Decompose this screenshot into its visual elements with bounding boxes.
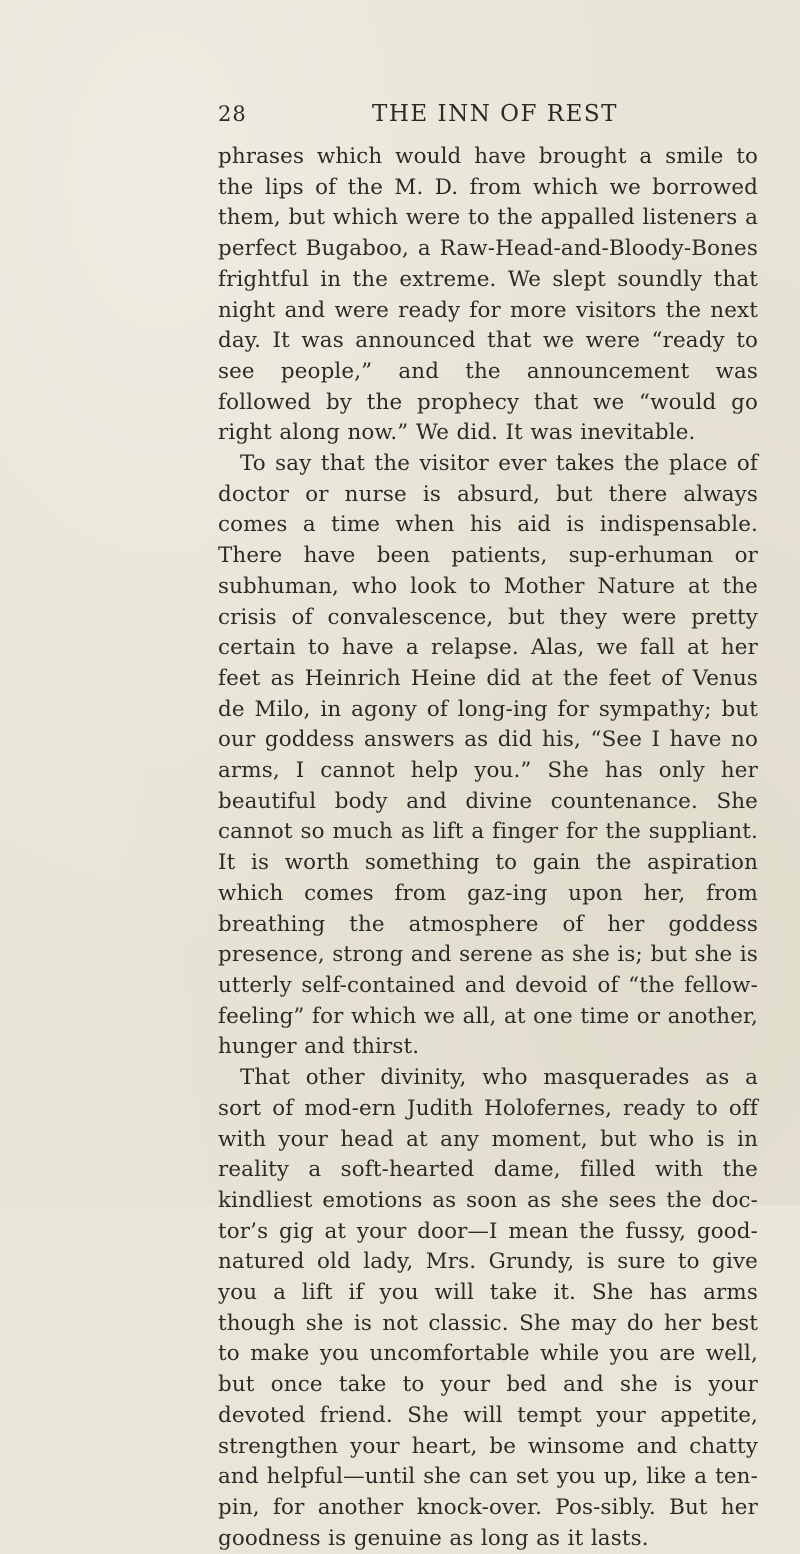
running-title: THE INN OF REST [372,101,618,127]
page-number: 28 [218,102,247,126]
paragraph-2: To say that the visitor ever takes the place of doctor or nurse is absurd, but there always comes a time when his aid is indispensable. There have been patients, sup-erhuman or subhuman, who look to Mother Nature at the crisis of convalescence, but they were pretty certain to have a relapse. Alas, we fall at her feet as Heinrich Heine did at the feet of Venus de Milo, in agony of long-ing for sympathy; but our goddess answers as did his, “See I have no arms, I cannot help you.” She has only her beautiful body and divine countenance. She cannot so much as lift a finger for the suppliant. It is worth something to gain the aspiration which comes from gaz-ing upon her, from breathing the atmosphere of her goddess presence, strong and serene as she is; but she is utterly self-contained and devoid of “the fellow-feeling” for which we all, at one time or another, hunger and thirst. [218,451,758,1060]
page-header [218,84,758,128]
body-text [218,142,758,1554]
paragraph-1: phrases which would have brought a smile to the lips of the M. D. from which we borrowed them, but which were to the appalled listeners a perfect Bugaboo, a Raw-Head-and-Bloody-Bones frightful in the extreme. We slept soundly that night and were ready for more visitors the next day. It was announced that we were “ready to see people,” and the announcement was followed by the prophecy that we “would go right along now.” We did. It was inevitable. [218,144,758,446]
paragraph-3: That other divinity, who masquerades as a sort of mod-ern Judith Holofernes, ready to off with your head at any moment, but who is in reality a soft-hearted dame, filled with the kindliest emotions as soon as she sees the doc-tor’s gig at your door—I mean the fussy, good-natured old lady, Mrs. Grundy, is sure to give you a lift if you will take it. She has arms though she is not classic. She may do her best to make you uncomfortable while you are well, but once take to your bed and she is your devoted friend. She will tempt your appetite, strengthen your heart, be winsome and chatty and helpful—until she can set you up, like a ten-pin, for another knock-over. Pos-sibly. But her goodness is genuine as long as it lasts. [218,1065,758,1551]
